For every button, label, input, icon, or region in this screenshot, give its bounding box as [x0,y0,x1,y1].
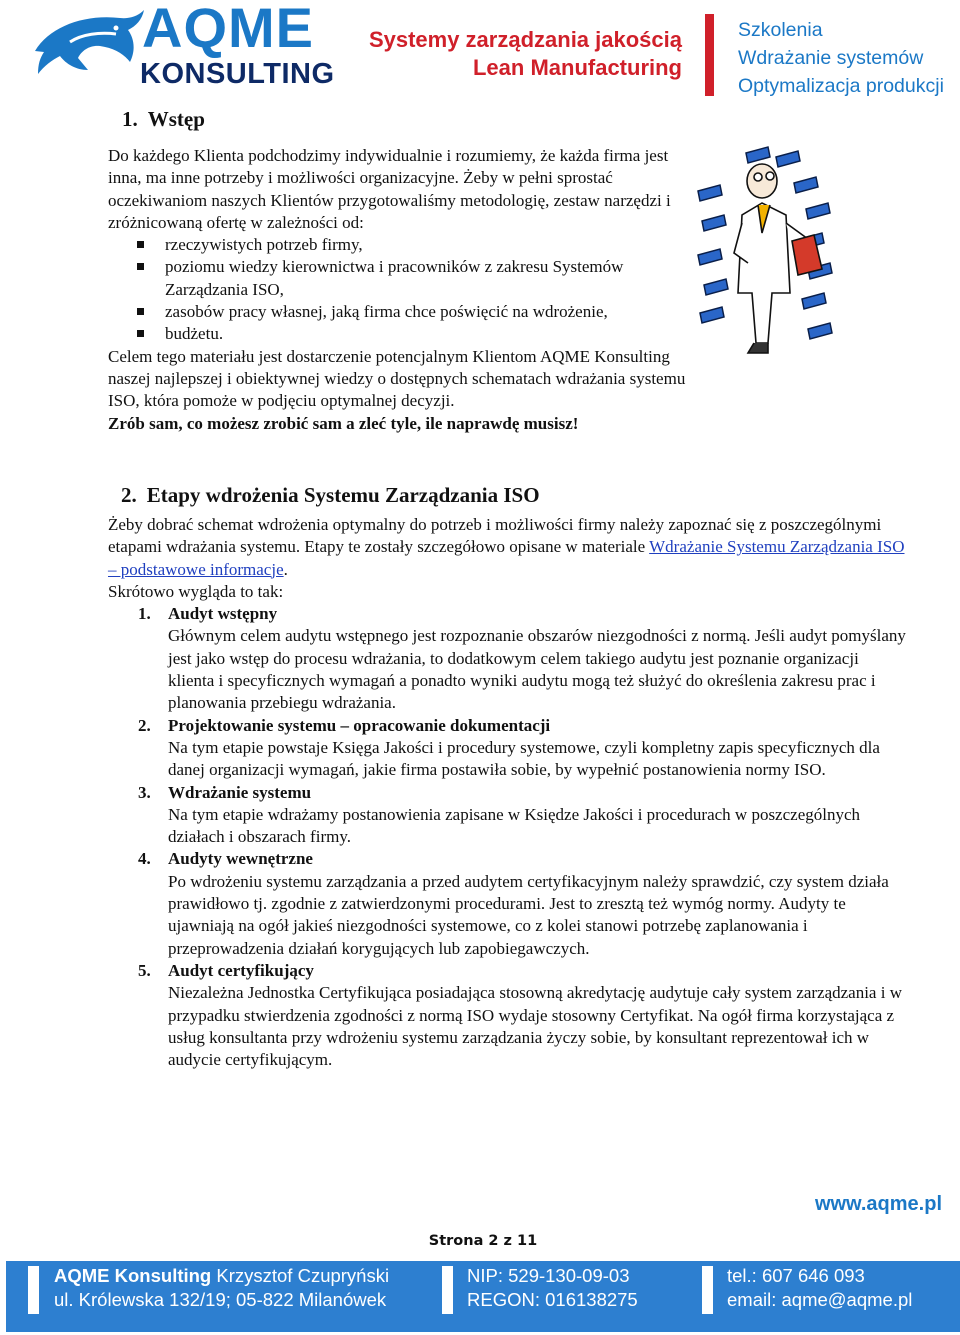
step-title: Audyt wstępny [168,604,278,624]
footer-contact [727,1264,912,1312]
section-2-title: Etapy wdrożenia Systemu Zarządzania ISO [146,483,540,507]
intro-paragraph: Do każdego Klienta podchodzimy indywidualnie i rozumiemy, że każda firma jest inna, ma inne potrzeby i możliwości organizacyjne. Żeby w pełni sprostać oczekiwaniom naszych Klientów przygotowaliśmy metodologię, zestaw narzędzi i zróżnicowaną ofertę w zależności od: [108,146,671,232]
company-name [54,1264,389,1288]
section-2-heading [121,484,540,506]
summary-label: Skrótowo wygląda to tak: [108,581,284,601]
footer-divider [702,1266,713,1314]
company-address: ul. Królewska 132/19; 05-822 Milanówek [54,1289,387,1310]
footer-company [54,1264,389,1312]
service-implementation: Wdrażanie systemów [738,47,924,69]
tagline-line-1: Systemy zarządzania jakością [368,27,682,52]
footer-registry [467,1264,638,1312]
section-2-number: 2. [121,483,137,507]
step-text: Głównym celem audytu wstępnego jest rozpoznanie obszarów niezgodności z normą. Jeśli audyt pomyślany jest jako wstęp do procesu wdrażania, to dodatkowym celem takiego audytu jest poznanie organizacji klienta i specyficznych wymagań a ponadto wyniki audytu mogą też służyć do określenia zakresu prac i planowania przebiegu wdrażania. [168,626,906,713]
list-item [108,960,908,1071]
company-name-bold: AQME Konsulting [54,1265,212,1286]
step-number: 1. [138,604,151,624]
footer-divider [442,1266,453,1314]
list-item [108,848,908,959]
regon-number: REGON: 016138275 [467,1289,638,1310]
basic-info-link[interactable]: Wdrażanie Systemu Zarządzania ISO – podstawowe informacje [108,537,905,579]
list-item [108,782,908,849]
page-number: Strona 2 z 11 [428,1233,538,1249]
page-number-strip [6,1224,960,1261]
header-divider [705,14,714,96]
page-header [0,0,960,100]
logo-text-konsulting: KONSULTING [140,58,335,90]
dolphin-logo-icon [30,6,150,96]
list-item: poziomu wiedzy kierownictwa i pracowników z zakresu Systemów Zarządzania ISO, [165,256,688,301]
page-footer [6,1224,960,1332]
step-title: Audyt certyfikujący [168,960,314,980]
nip-number: NIP: 529-130-09-03 [467,1265,630,1286]
step-number: 2. [138,715,151,735]
phone-number: tel.: 607 646 093 [727,1265,865,1286]
step-title: Audyty wewnętrzne [168,849,313,869]
email-address[interactable]: email: aqme@aqme.pl [727,1289,913,1310]
intro-text-end: . [283,559,288,579]
step-text: Po wdrożeniu systemu zarządzania a przed audytem certyfikacyjnym należy sprawdzić, czy system działa prawidłowo tj. zgodnie z zatwierdzonymi procedurami. Jest to zresztą też wymóg normy. Audyty te ujawniają na ogół jakieś niezgodności systemowe, co z kolei stanowi potrzebę zaplanowania i przeprowadzenia działań korygujących lub zapobiegawczych. [168,871,889,958]
step-title: Wdrażanie systemu [168,782,312,802]
header-services [738,16,944,100]
service-training: Szkolenia [738,19,823,41]
aim-paragraph: Celem tego materiału jest dostarczenie potencjalnym Klientom AQME Konsulting naszej najlepszej i obiektywnej wiedzy o dostępnych schematach wdrażania systemu ISO, która pomoże w podjęciu optymalnej decyzji. [108,346,686,411]
section-2-intro [108,514,908,581]
list-item [108,603,908,714]
list-item: zasobów pracy własnej, jaką firma chce poświęcić na wdrożenie, [165,301,688,323]
header-tagline [369,26,682,82]
company-owner: Krzysztof Czupryński [211,1265,390,1286]
step-text: Na tym etapie powstaje Księga Jakości i procedury systemowe, czyli kompletny zapis specyficznych dla danej organizacji wymagań, jakie firma postawiła sobie, by wypełnić postanowienia normy ISO. [168,737,880,780]
step-title: Projektowanie systemu – opracowanie dokumentacji [168,715,551,735]
footer-divider [28,1266,39,1314]
step-text: Na tym etapie wdrażamy postanowienia zapisane w Księdze Jakości i procedurach w poszczególnych działach i obszarach firmy. [168,804,861,847]
section-1-heading [122,108,205,130]
criteria-list [108,234,688,345]
section-2-body [108,514,908,1071]
service-optimization: Optymalizacja produkcji [738,75,944,97]
step-number: 3. [138,782,151,802]
tagline-line-2: Lean Manufacturing [472,55,682,80]
thinking-man-illustration [690,143,840,358]
logo-text-aqme: AQME [142,0,314,59]
section-1-body [108,145,688,435]
step-number: 4. [138,849,151,869]
step-text: Niezależna Jednostka Certyfikująca posiadająca stosowną akredytację audytuje cały system zarządzania i w przypadku stwierdzenia zgodności z normą ISO wydaje stosowny Certyfikat. Na ogół firma korzystająca z usług konsultanta przy wdrożeniu systemu zarządzania życzy sobie, by konsultant reprezentował ich w audycie certyfikującym. [168,983,902,1070]
list-item: rzeczywistych potrzeb firmy, [165,234,688,256]
company-logo [30,0,335,94]
list-item [108,715,908,782]
section-1-title: Wstęp [147,107,205,131]
step-number: 5. [138,960,151,980]
section-1-number: 1. [122,107,138,131]
motto-paragraph: Zrób sam, co możesz zrobić sam a zleć tyle, ile naprawdę musisz! [108,413,579,433]
list-item: budżetu. [165,323,688,345]
implementation-steps [108,603,908,1071]
website-url[interactable]: www.aqme.pl [814,1193,942,1215]
intro-text: Żeby dobrać schemat wdrożenia optymalny do potrzeb i możliwości firmy należy zapoznać się z poszczególnymi etapami wdrażania systemu. Etapy te zostały szczegółowo opisane w materiale [108,515,882,557]
